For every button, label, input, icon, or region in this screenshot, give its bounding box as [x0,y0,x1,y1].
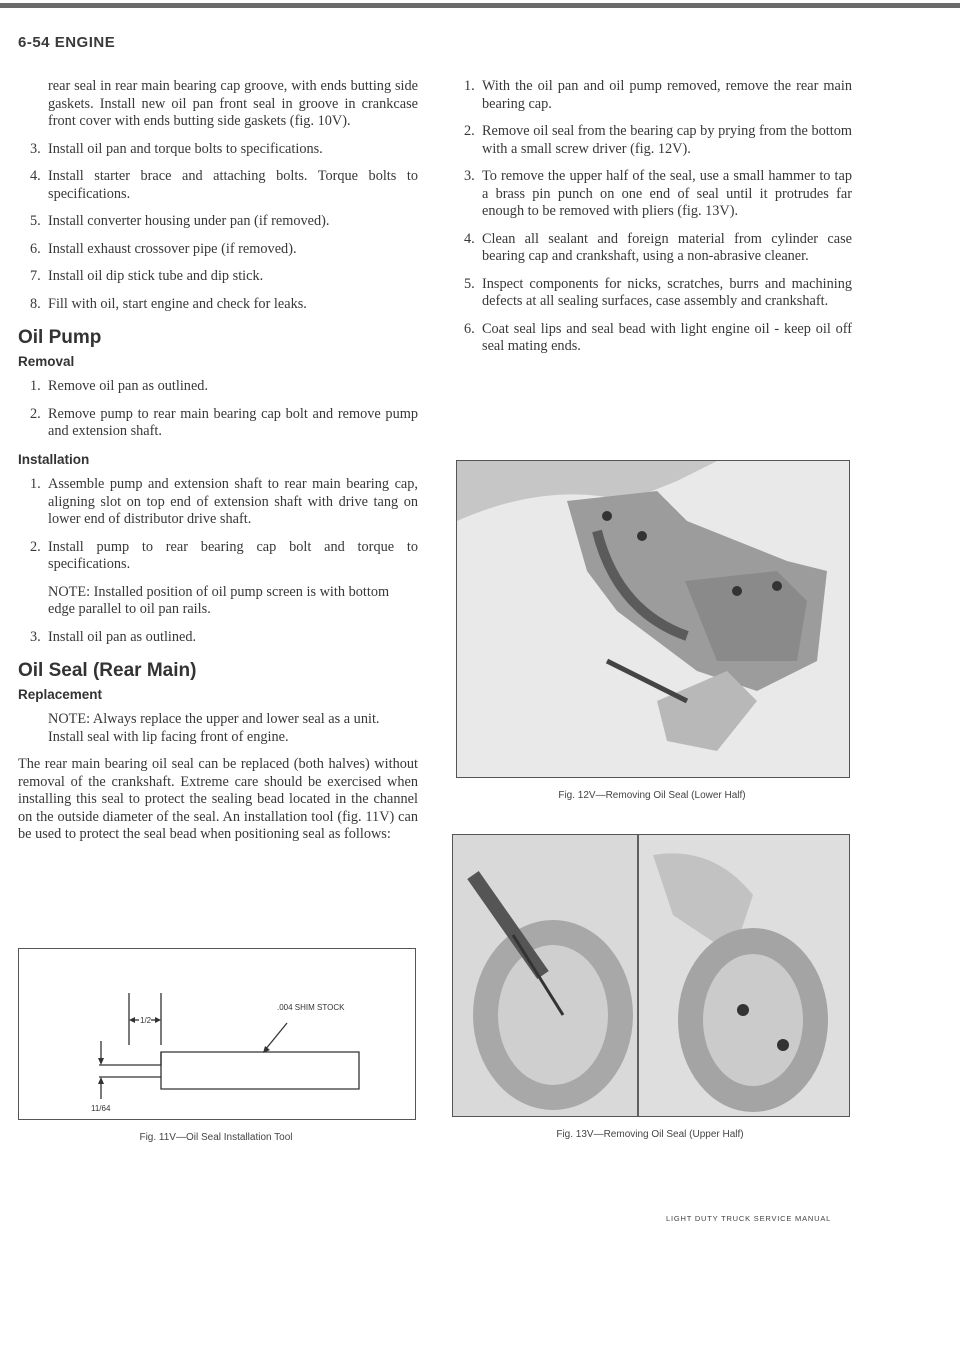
list-item: 4. Clean all sealant and foreign material from cylinder case bearing cap and crankshaft, using a non-abrasive cleaner. [464,230,852,264]
fig-11v-caption: Fig. 11V—Oil Seal Installation Tool [139,1132,293,1143]
right-column [452,78,852,366]
replacement-heading: Replacement [18,686,103,702]
list-item: 3. To remove the upper half of the seal, use a small hammer to tap a brass pin punch on one end of seal until it protrudes far enough to be removed with pliers (fig. 13V). [464,168,852,219]
half-inch-label: 1/2 [140,1016,152,1025]
page-footer: LIGHT DUTY TRUCK SERVICE MANUAL [666,1214,832,1223]
fig-11v-diagram [18,948,416,1120]
list-item: 5. Install converter housing under pan (if removed). [30,213,330,229]
list-item: 3. Install oil pan and torque bolts to specifications. [30,140,323,157]
upper-half-seal-photos [453,835,849,1116]
fig-13v-caption: Fig. 13V—Removing Oil Seal (Upper Half) [556,1129,744,1140]
intro-paragraph: rear seal in rear main bearing cap groove, with ends butting side gaskets. Install new oil pan front seal in groove in crankcase front cover with ends butting side gaskets (fig. 10V). [48,78,418,129]
list-item: 2. Remove oil seal from the bearing cap by prying from the bottom with a small screw driver (fig. 12V). [464,123,852,157]
shim-stock-label: .004 SHIM STOCK [277,1003,345,1012]
left-column [18,78,418,854]
fig-12v-caption: Fig. 12V—Removing Oil Seal (Lower Half) [558,790,746,801]
list-item: 2. Install pump to rear bearing cap bolt and torque to specifications. [30,538,418,572]
list-item: 1. Remove oil pan as outlined. [30,378,209,394]
thickness-label: 11/64 [91,1104,111,1113]
list-item: 6. Install exhaust crossover pipe (if removed). [30,240,297,257]
oil-seal-note: NOTE: Always replace the upper and lower seal as a unit. Install seal with lip facing front of engine. [48,711,380,745]
fig-13v-photo [452,834,850,1117]
oil-seal-body: The rear main bearing oil seal can be replaced (both halves) without removal of the crankshaft. Extreme care should be exercised when installing this seal to protect the sealing bead located in the channel on the outside diameter of the seal. An installation tool (fig. 11V) can be used to protect the seal bead when positioning seal as follows: [18,756,418,842]
removal-heading: Removal [18,353,75,369]
list-item: 7. Install oil dip stick tube and dip stick. [30,268,264,284]
bearing-cap-photo [457,461,849,777]
list-item: 2. Remove pump to rear main bearing cap bolt and remove pump and extension shaft. [30,405,418,439]
top-rule [0,3,960,8]
page-header: 6-54 ENGINE [18,34,116,51]
fig-12v-photo [456,460,850,778]
installation-heading: Installation [18,451,90,467]
list-item: 3. Install oil pan as outlined. [30,628,197,645]
list-item: 4. Install starter brace and attaching bolts. Torque bolts to specifications. [30,168,418,202]
list-item: 6. Coat seal lips and seal bead with light engine oil - keep oil off seal mating ends. [464,320,852,354]
oil-pump-note: NOTE: Installed position of oil pump screen is with bottom edge parallel to oil pan rails. [48,583,390,617]
oil-pump-heading: Oil Pump [18,327,102,348]
installation-tool-drawing [19,949,415,1119]
oil-seal-heading: Oil Seal (Rear Main) [18,660,197,681]
list-item: 1. Assemble pump and extension shaft to rear main bearing cap, aligning slot on top end of extension shaft with drive tang on lower end of distributor drive shaft. [30,476,418,527]
list-item: 8. Fill with oil, start engine and check for leaks. [30,295,307,312]
list-item: 5. Inspect components for nicks, scratches, burrs and machining defects at all sealing surfaces, case assembly and crankshaft. [464,275,852,309]
list-item: 1. With the oil pan and oil pump removed, remove the rear main bearing cap. [464,78,852,112]
